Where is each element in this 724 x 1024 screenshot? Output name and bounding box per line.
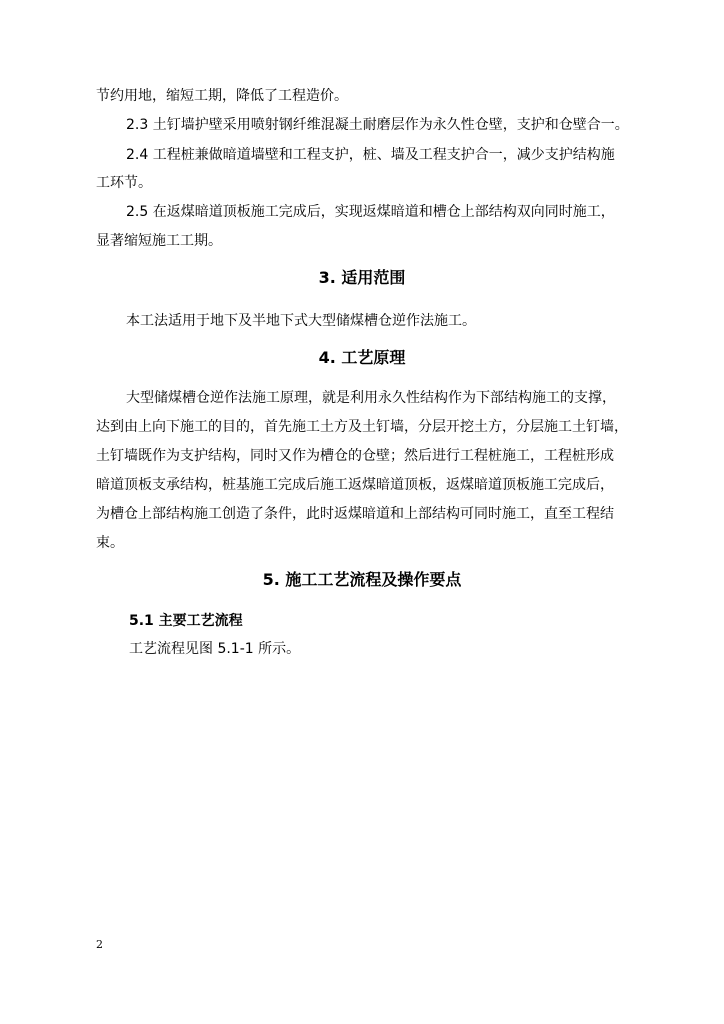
paragraph-line: 节约用地，缩短工期，降低了工程造价。 xyxy=(96,88,348,104)
section-4-line: 土钉墙既作为支护结构，同时又作为槽仓的仓壁；然后进行工程桩施工，工程桩形成 xyxy=(96,448,614,464)
section-4-heading: 4. 工艺原理 xyxy=(318,348,406,367)
section-4-line: 达到由上向下施工的目的，首先施工土方及土钉墙，分层开挖土方，分层施工土钉墙， xyxy=(96,419,628,435)
item-2-4-line-2: 工环节。 xyxy=(96,175,152,191)
item-2-3: 2.3 土钉墙护壁采用喷射钢纤维混凝土耐磨层作为永久性仓壁，支护和仓壁合一。 xyxy=(126,117,629,133)
section-4-line: 束。 xyxy=(96,535,124,551)
section-5-heading: 5. 施工工艺流程及操作要点 xyxy=(262,570,462,589)
section-4-line: 暗道顶板支承结构，桩基施工完成后施工返煤暗道顶板，返煤暗道顶板施工完成后， xyxy=(96,477,614,493)
item-2-4-line-1: 2.4 工程桩兼做暗道墙壁和工程支护，桩、墙及工程支护合一，减少支护结构施 xyxy=(126,147,615,163)
section-3-text: 本工法适用于地下及半地下式大型储煤槽仓逆作法施工。 xyxy=(126,313,476,329)
section-3-heading: 3. 适用范围 xyxy=(318,268,406,287)
page-number: 2 xyxy=(96,938,103,951)
section-5-1-text: 工艺流程见图 5.1-1 所示。 xyxy=(129,641,301,657)
section-4-line: 为槽仓上部结构施工创造了条件，此时返煤暗道和上部结构可同时施工，直至工程结 xyxy=(96,506,614,522)
section-5-1-heading: 5.1 主要工艺流程 xyxy=(129,613,243,629)
item-2-5-line-1: 2.5 在返煤暗道顶板施工完成后，实现返煤暗道和槽仓上部结构双向同时施工， xyxy=(126,204,615,220)
item-2-5-line-2: 显著缩短施工工期。 xyxy=(96,233,222,249)
section-4-line: 大型储煤槽仓逆作法施工原理，就是利用永久性结构作为下部结构施工的支撑， xyxy=(126,390,616,406)
